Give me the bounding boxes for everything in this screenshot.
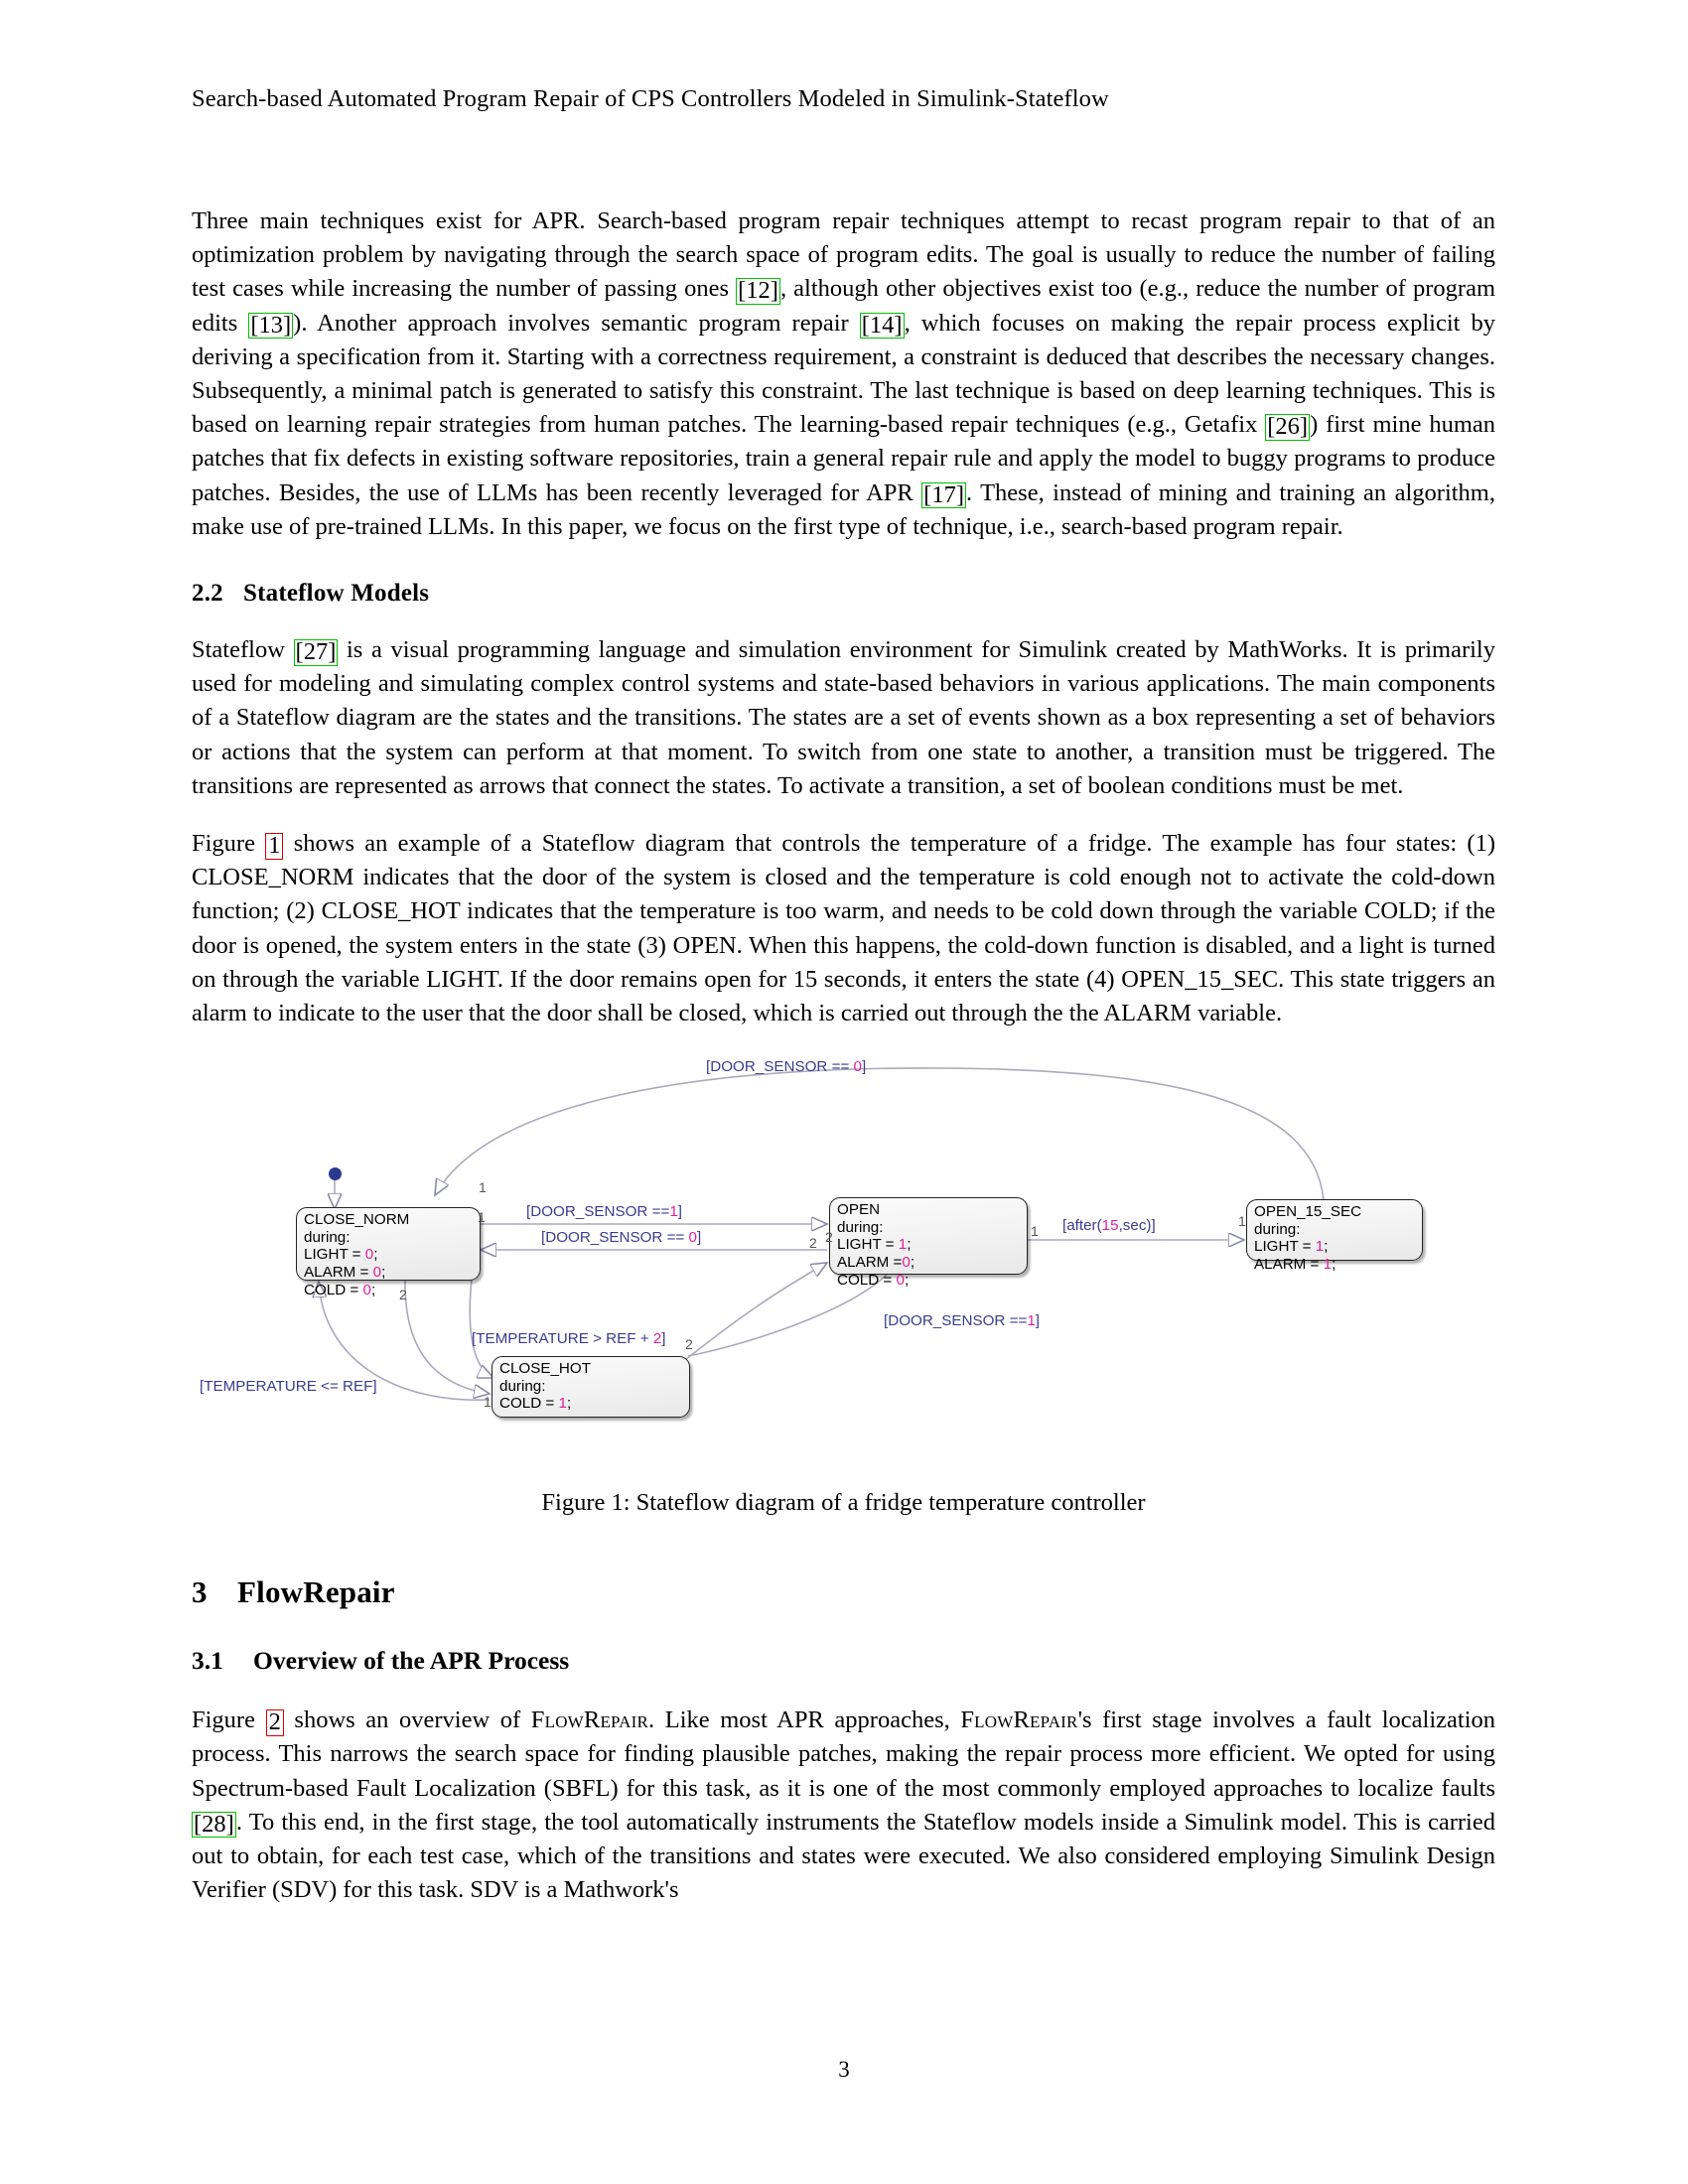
transition-order-2b: 2 [399,1287,407,1303]
val: 0 [364,1246,374,1264]
paragraph-apr-overview [192,1704,1495,1907]
lbl: [DOOR_SENSOR == [526,1203,670,1221]
sfx: ; [566,1395,572,1413]
lbl: ALARM = [304,1264,373,1282]
citation-28[interactable]: [28] [194,1810,234,1838]
state-open-line-1 [837,1236,1021,1254]
lbl: during: [1254,1220,1301,1238]
transition-order-2a: 2 [809,1235,817,1252]
paragraph-figure1-description [192,827,1495,1030]
lbl: [TEMPERATURE > REF + [472,1330,653,1348]
state-close-norm-line-0 [304,1229,474,1247]
sfx: ; [1324,1238,1329,1256]
section-number-3: 3 [192,1574,208,1610]
sfx: ,sec)] [1118,1217,1156,1235]
state-open-15-sec[interactable] [1246,1199,1423,1274]
p1-text-f: . These, instead of mining and training an algorithm, make use of pre-trained LLMs. In this paper, we focus on the first type of technique, i.e., search-based program repair. [192,478,1495,540]
state-open-15-sec-line-0 [1254,1221,1416,1239]
sfx: ] [1035,1312,1041,1330]
transition-order-1d: 1 [484,1394,492,1411]
p4-text-e: . To this end, in the first stage, the tool automatically instruments the Stateflow models inside a Simulink model. This is carried out to obtain, for each test case, which of the transitions and states were executed. We also considered employing Simulink Design Verifier (SDV) for this task. SDV is a Mathwork's [192,1808,1495,1904]
stateflow-diagram [192,1058,1495,1475]
state-close-norm-line-2 [304,1264,474,1282]
p3-text-a: Figure [192,830,266,858]
state-open-line-0 [837,1219,1021,1237]
citation-13[interactable]: [13] [250,311,292,339]
sfx: ; [370,1281,376,1298]
sfx: ; [1332,1256,1336,1274]
section-number-2-2: 2.2 [192,580,223,608]
val: 1 [898,1236,908,1254]
state-open-15-sec-line-2 [1254,1256,1416,1274]
state-close-norm[interactable] [296,1207,481,1298]
val: 2 [652,1330,662,1348]
figure-1-caption: Figure 1: Stateflow diagram of a fridge temperature controller [541,1489,1146,1517]
citation-12[interactable]: [12] [738,277,778,305]
transition-label-top-arc [706,1058,866,1075]
sfx: ; [907,1236,912,1254]
lbl: [DOOR_SENSOR == [706,1058,854,1076]
state-open-line-2 [837,1254,1021,1272]
val: 1 [669,1203,678,1221]
lbl: [DOOR_SENSOR == [541,1229,689,1247]
sfx: ] [677,1203,683,1221]
sfx: ] [697,1229,702,1247]
val: 0 [902,1254,911,1272]
sfx: ; [373,1246,378,1264]
val: 0 [362,1281,371,1298]
citation-14[interactable]: [14] [861,311,903,339]
citation-27[interactable]: [27] [295,638,337,666]
section-heading-3-1 [192,1646,1495,1676]
lbl: [after( [1062,1217,1102,1235]
transition-order-2c: 2 [685,1336,693,1353]
state-close-hot-line-1 [499,1395,683,1413]
sfx: ] [661,1330,666,1348]
citation-26[interactable]: [26] [1267,413,1309,441]
lbl: ALARM = [1254,1256,1324,1274]
lbl: ALARM = [837,1254,903,1272]
lbl: LIGHT = [304,1246,365,1264]
state-close-norm-line-1 [304,1246,474,1264]
tool-name-flowrepair-1: FlowRepair [530,1706,649,1734]
lbl: LIGHT = [1254,1238,1316,1256]
lbl: COLD = [499,1395,559,1413]
transition-label-open-to-15sec [1062,1217,1156,1234]
p3-text-b: shows an example of a Stateflow diagram that controls the temperature of a fridge. The example has four states: (1) CLOSE_NORM indicates that the door of the system is closed and the temperature is cold enough not to activate the cold-down function; (2) CLOSE_HOT indicates that the temperature is too warm, and needs to be cold down through the variable COLD; if the door is opened, the system enters in the state (3) OPEN. When this happens, the cold-down function is disabled, and a light is turned on through the variable LIGHT. If the door remains open for 15 seconds, it enters the state (4) OPEN_15_SEC. This state triggers an alarm to indicate to the user that the door shall be closed, which is carried out through the the ALARM variable. [192,830,1495,1027]
transition-label-norm-to-hot [472,1330,666,1347]
val: 0 [688,1229,697,1247]
lbl: during: [499,1377,546,1395]
section-number-3-1: 3.1 [192,1646,223,1676]
p1-text-b: , although other objectives exist too (e.g., reduce the number of program edits [192,275,1495,337]
transition-order-1b: 1 [1031,1223,1039,1240]
p2-text-b: is a visual programming language and simulation environment for Simulink created by MathWorks. It is primarily used for modeling and simulating complex control systems and state-based behaviors in various applications. The main components of a Stateflow diagram are the states and the transitions. The states are a set of events shown as a box representing a set of behaviors or actions that the system can perform at that moment. To switch from one state to another, a transition must be triggered. The transitions are represented as arrows that connect the states. To activate a transition, a set of boolean conditions must be met. [192,636,1495,799]
sfx: ; [904,1271,910,1289]
transition-label-hot-to-norm: [TEMPERATURE <= REF] [200,1378,377,1396]
citation-17[interactable]: [17] [923,480,964,508]
state-close-hot-line-0 [499,1378,683,1396]
val: 0 [853,1058,862,1076]
val: 15 [1101,1217,1119,1235]
val: 0 [896,1271,905,1289]
transition-order-1a: 1 [478,1209,486,1226]
lbl: COLD = [837,1271,897,1289]
val: 0 [372,1264,382,1282]
paragraph-apr-techniques [192,205,1495,544]
p1-text-e: ) first mine human patches that fix defects in existing software repositories, train a general repair rule and apply the model to buggy programs to produce patches. Besides, the use of LLMs has been recently leveraged for APR [192,411,1496,506]
p2-text-a: Stateflow [192,636,294,664]
page-number: 3 [838,2057,850,2082]
transition-order-1e: 1 [1238,1213,1246,1230]
transition-order-1c: 1 [479,1179,487,1196]
p4-text-c: . Like most APR approaches, [648,1706,961,1734]
lbl: LIGHT = [837,1236,899,1254]
val: 1 [1027,1312,1036,1330]
page-content [192,85,1495,1931]
figure-reference-1[interactable]: 1 [265,833,283,860]
state-open-name: OPEN [837,1201,881,1219]
figure-reference-2[interactable]: 2 [266,1709,284,1736]
p1-text-a: Three main techniques exist for APR. Search-based program repair techniques attempt to recast program repair to that of an optimization problem by navigating through the search space of program edits. The goal is usually to reduce the number of failing test cases while increasing the number of passing ones [192,207,1495,303]
transition-label-hot-to-open [884,1312,1040,1329]
lbl: COLD = [304,1281,363,1298]
paragraph-stateflow-intro [192,633,1495,803]
state-open-15-sec-name: OPEN_15_SEC [1254,1203,1362,1221]
state-open[interactable] [829,1197,1028,1289]
lbl: during: [304,1228,351,1246]
sfx: ; [910,1254,915,1272]
running-head: Search-based Automated Program Repair of CPS Controllers Modeled in Simulink-Stateflow [192,85,1109,112]
section-title-2-2: Stateflow Models [243,580,430,608]
sfx: ] [862,1058,867,1076]
state-close-norm-name: CLOSE_NORM [304,1211,410,1229]
p1-text-d: , which focuses on making the repair process explicit by deriving a specification from it. Starting with a correctness requirement, a constraint is deduced that describes the necessary changes. Subsequently, a minimal patch is generated to satisfy this constraint. The last technique is based on deep learning techniques. This is based on learning repair strategies from human patches. The learning-based repair techniques (e.g., Getafix [192,309,1495,439]
val: 1 [558,1395,567,1413]
section-heading-2-2 [192,580,1495,608]
figure-1 [192,1058,1495,1475]
sfx: ; [381,1264,386,1282]
state-close-norm-line-3 [304,1282,474,1299]
transition-order-2d: 2 [825,1229,833,1246]
section-title-3-1: Overview of the APR Process [253,1646,570,1676]
val: 1 [1315,1238,1325,1256]
p1-text-c: ). Another approach involves semantic program repair [293,309,860,337]
state-open-15-sec-line-1 [1254,1238,1416,1256]
p4-text-b: shows an overview of [283,1706,531,1734]
state-open-line-3 [837,1272,1021,1290]
section-title-3: FlowRepair [237,1574,395,1610]
state-close-hot-name: CLOSE_HOT [499,1360,591,1378]
p4-text-a: Figure [192,1706,266,1734]
tool-name-flowrepair-2: FlowRepair [960,1706,1078,1734]
transition-label-norm-to-open [526,1203,682,1220]
lbl: during: [837,1218,884,1236]
transition-label-open-to-norm [541,1229,701,1246]
val: 1 [1323,1256,1333,1274]
lbl: [DOOR_SENSOR == [884,1312,1028,1330]
p4-text-d: 's first stage involves a fault localization process. This narrows the search space for finding plausible patches, making the repair process more efficient. We opted for using Spectrum-based Fault Localization (SBFL) for this task, as it is one of the most commonly employed approaches to localize faults [192,1706,1496,1802]
section-heading-3 [192,1574,1495,1610]
state-close-hot[interactable] [492,1356,690,1418]
